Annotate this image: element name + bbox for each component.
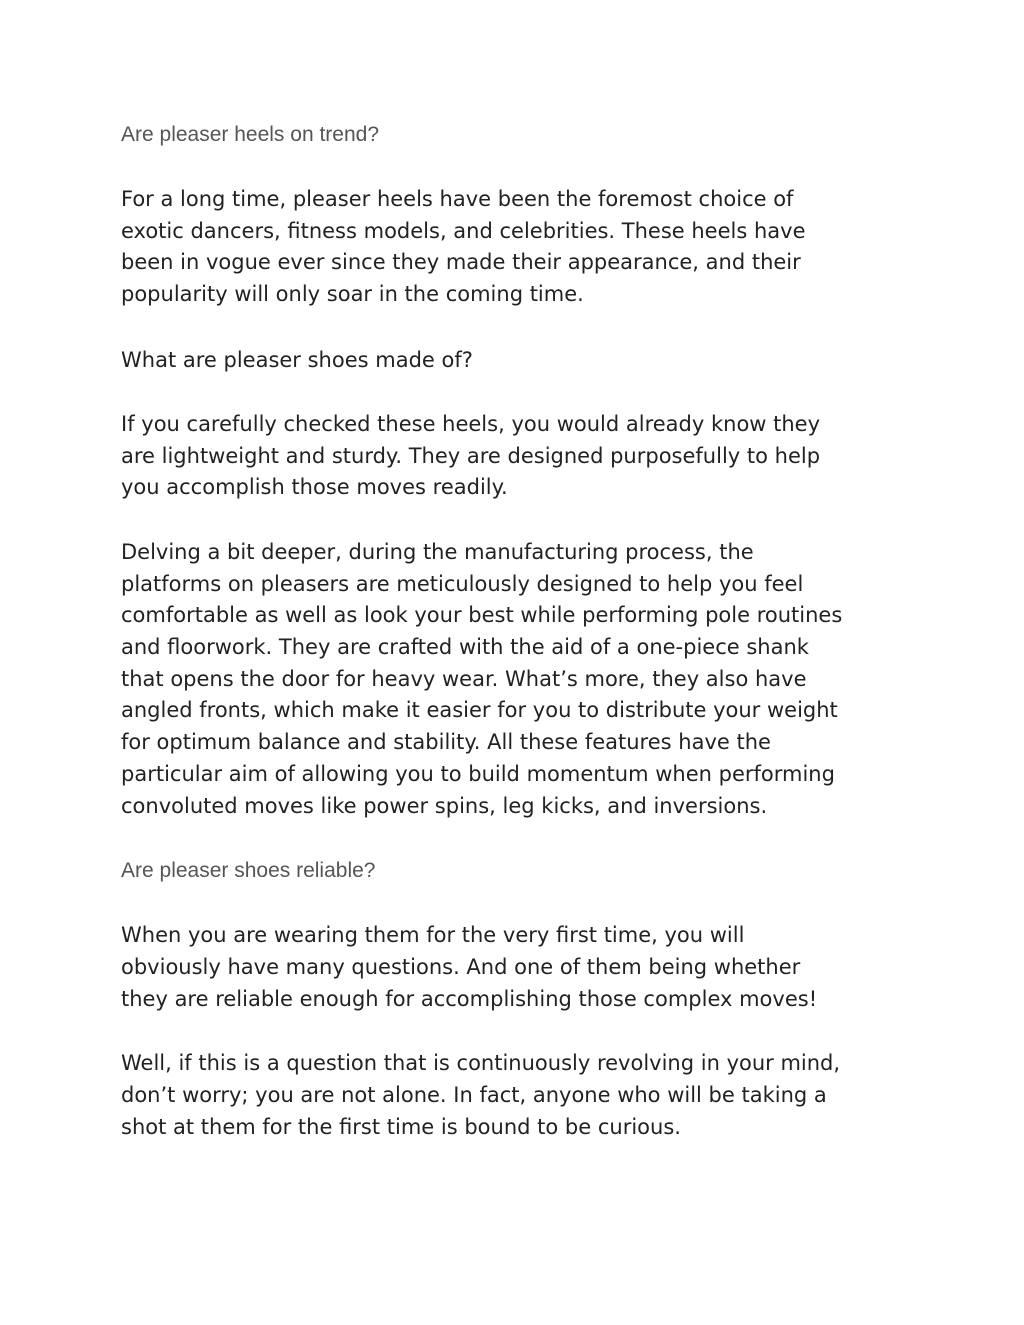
- text-line: that opens the door for heavy wear. What’s more, they also have: [121, 666, 807, 691]
- text-line: convoluted moves like power spins, leg kicks, and inversions.: [121, 793, 768, 818]
- heading-trend: Are pleaser heels on trend?: [121, 123, 379, 146]
- text-line: you accomplish those moves readily.: [121, 475, 508, 500]
- paragraph-spacer: [121, 151, 921, 184]
- text-line: When you are wearing them for the very first time, you will: [121, 923, 745, 948]
- text-line: for optimum balance and stability. All these features have the: [121, 730, 771, 755]
- paragraph-manufacturing: [121, 537, 921, 822]
- text-line: obviously have many questions. And one of them being whether: [121, 954, 801, 979]
- text-line: don’t worry; you are not alone. In fact, anyone who will be taking a: [121, 1083, 827, 1108]
- paragraph-first-time: [121, 920, 921, 1015]
- text-line: they are reliable enough for accomplishing those complex moves!: [121, 986, 818, 1011]
- paragraph-spacer: [121, 1015, 921, 1048]
- text-line: Delving a bit deeper, during the manufacturing process, the: [121, 539, 754, 564]
- heading-reliable: Are pleaser shoes reliable?: [121, 859, 376, 883]
- text-line: been in vogue ever since they made their appearance, and their: [121, 250, 801, 275]
- document-body: [121, 119, 921, 1143]
- text-line: For a long time, pleaser heels have been the foremost choice of: [121, 187, 794, 211]
- text-line: and floorwork. They are crafted with the aid of a one-piece shank: [121, 635, 809, 660]
- paragraph-spacer: [121, 504, 921, 537]
- paragraph-not-alone: [121, 1048, 921, 1143]
- paragraph-made-of: [121, 409, 921, 504]
- text-line: shot at them for the first time is bound to be curious.: [121, 1114, 681, 1139]
- text-line: popularity will only soar in the coming time.: [121, 282, 584, 307]
- paragraph-spacer: [121, 311, 921, 344]
- text-line: particular aim of allowing you to build momentum when performing: [121, 761, 835, 786]
- text-line: angled fronts, which make it easier for you to distribute your weight: [121, 698, 838, 723]
- paragraph-spacer: [121, 376, 921, 409]
- text-line: are lightweight and sturdy. They are designed purposefully to help: [121, 443, 821, 468]
- heading-made-of: What are pleaser shoes made of?: [121, 347, 473, 372]
- paragraph-spacer: [121, 887, 921, 920]
- text-line: Well, if this is a question that is continuously revolving in your mind,: [121, 1051, 841, 1076]
- paragraph-trend: [121, 184, 921, 311]
- text-line: If you carefully checked these heels, you would already know they: [121, 411, 821, 436]
- text-line: exotic dancers, fitness models, and celebrities. These heels have: [121, 218, 806, 243]
- text-line: platforms on pleasers are meticulously designed to help you feel: [121, 571, 804, 596]
- paragraph-spacer: [121, 822, 921, 855]
- text-line: comfortable as well as look your best while performing pole routines: [121, 603, 843, 628]
